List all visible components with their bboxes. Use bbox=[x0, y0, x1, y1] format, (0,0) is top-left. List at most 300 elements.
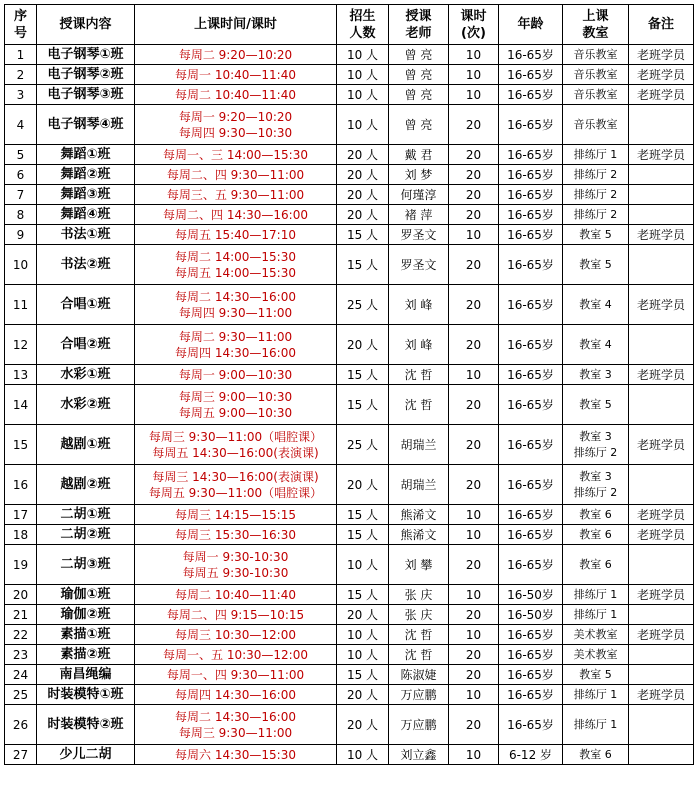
cell-time bbox=[135, 245, 337, 285]
cell-no: 7 bbox=[5, 185, 37, 205]
cell-age: 6-12 岁 bbox=[499, 745, 563, 765]
cell-age: 16-65岁 bbox=[499, 365, 563, 385]
cell-note bbox=[629, 105, 694, 145]
cell-course: 时装模特①班 bbox=[37, 685, 135, 705]
table-row bbox=[5, 285, 694, 325]
cell-no: 13 bbox=[5, 365, 37, 385]
cell-room bbox=[563, 385, 629, 425]
cell-no: 27 bbox=[5, 745, 37, 765]
cell-course: 舞蹈①班 bbox=[37, 145, 135, 165]
table-row bbox=[5, 665, 694, 685]
cell-room-line: 美术教室 bbox=[573, 647, 618, 661]
cell-time-line: 每周二 9:30—11:00 bbox=[178, 329, 293, 344]
cell-teacher: 万应鹏 bbox=[389, 705, 449, 745]
cell-room bbox=[563, 745, 629, 765]
cell-time-line: 每周二、四 9:15—10:15 bbox=[166, 607, 305, 622]
cell-room bbox=[563, 425, 629, 465]
table-row bbox=[5, 545, 694, 585]
cell-course: 电子钢琴④班 bbox=[37, 105, 135, 145]
cell-time-line: 每周三 9:30—11:00（唱腔课） bbox=[148, 429, 323, 444]
cell-note: 老班学员 bbox=[629, 285, 694, 325]
cell-time-line: 每周一 9:30-10:30 bbox=[182, 549, 289, 564]
cell-teacher: 刘 峰 bbox=[389, 325, 449, 365]
cell-time-line: 每周二 14:30—16:00 bbox=[175, 289, 296, 304]
cell-age: 16-65岁 bbox=[499, 145, 563, 165]
cell-age: 16-65岁 bbox=[499, 185, 563, 205]
cell-lessons: 10 bbox=[449, 505, 499, 525]
cell-age: 16-65岁 bbox=[499, 645, 563, 665]
cell-teacher: 熊浠文 bbox=[389, 525, 449, 545]
cell-no: 11 bbox=[5, 285, 37, 325]
cell-time bbox=[135, 365, 337, 385]
cell-teacher: 曾 亮 bbox=[389, 65, 449, 85]
cell-time-line: 每周二 10:40—11:40 bbox=[175, 587, 296, 602]
cell-teacher: 刘立鑫 bbox=[389, 745, 449, 765]
cell-room-line: 排练厅 2 bbox=[573, 485, 618, 499]
cell-room bbox=[563, 585, 629, 605]
cell-time bbox=[135, 65, 337, 85]
header-teacher: 授课 老师 bbox=[389, 5, 449, 45]
cell-course: 电子钢琴①班 bbox=[37, 45, 135, 65]
cell-age: 16-65岁 bbox=[499, 425, 563, 465]
cell-enroll: 10 人 bbox=[337, 645, 389, 665]
header-time: 上课时间/课时 bbox=[135, 5, 337, 45]
cell-note bbox=[629, 205, 694, 225]
cell-age: 16-65岁 bbox=[499, 685, 563, 705]
cell-note bbox=[629, 465, 694, 505]
cell-note bbox=[629, 325, 694, 365]
cell-room-line: 教室 6 bbox=[579, 507, 612, 521]
cell-time-line: 每周二 14:00—15:30 bbox=[175, 249, 296, 264]
cell-no: 5 bbox=[5, 145, 37, 165]
table-row bbox=[5, 585, 694, 605]
cell-lessons: 20 bbox=[449, 705, 499, 745]
cell-lessons: 20 bbox=[449, 605, 499, 625]
header-no: 序 号 bbox=[5, 5, 37, 45]
table-row bbox=[5, 85, 694, 105]
cell-note: 老班学员 bbox=[629, 45, 694, 65]
cell-time bbox=[135, 225, 337, 245]
cell-note: 老班学员 bbox=[629, 365, 694, 385]
cell-no: 6 bbox=[5, 165, 37, 185]
cell-lessons: 10 bbox=[449, 625, 499, 645]
cell-time bbox=[135, 45, 337, 65]
cell-room bbox=[563, 205, 629, 225]
cell-note: 老班学员 bbox=[629, 685, 694, 705]
cell-teacher: 沈 哲 bbox=[389, 365, 449, 385]
cell-enroll: 20 人 bbox=[337, 325, 389, 365]
header-course: 授课内容 bbox=[37, 5, 135, 45]
cell-age: 16-65岁 bbox=[499, 465, 563, 505]
cell-lessons: 10 bbox=[449, 685, 499, 705]
cell-note bbox=[629, 245, 694, 285]
cell-course: 舞蹈②班 bbox=[37, 165, 135, 185]
cell-enroll: 10 人 bbox=[337, 65, 389, 85]
cell-room bbox=[563, 665, 629, 685]
cell-time-line: 每周一 9:20—10:20 bbox=[178, 109, 293, 124]
cell-age: 16-65岁 bbox=[499, 85, 563, 105]
cell-note bbox=[629, 185, 694, 205]
cell-room bbox=[563, 685, 629, 705]
cell-lessons: 20 bbox=[449, 285, 499, 325]
cell-age: 16-65岁 bbox=[499, 525, 563, 545]
cell-room bbox=[563, 325, 629, 365]
cell-time bbox=[135, 745, 337, 765]
cell-course: 素描①班 bbox=[37, 625, 135, 645]
table-row bbox=[5, 365, 694, 385]
cell-room bbox=[563, 605, 629, 625]
cell-time bbox=[135, 145, 337, 165]
cell-age: 16-65岁 bbox=[499, 505, 563, 525]
cell-no: 25 bbox=[5, 685, 37, 705]
cell-course: 合唱①班 bbox=[37, 285, 135, 325]
cell-lessons: 20 bbox=[449, 245, 499, 285]
cell-lessons: 20 bbox=[449, 465, 499, 505]
cell-time-line: 每周一 10:40—11:40 bbox=[175, 67, 296, 82]
cell-room bbox=[563, 625, 629, 645]
cell-enroll: 10 人 bbox=[337, 545, 389, 585]
cell-time-line: 每周五 9:30-10:30 bbox=[182, 565, 289, 580]
cell-enroll: 10 人 bbox=[337, 105, 389, 145]
cell-room bbox=[563, 465, 629, 505]
cell-room-line: 教室 5 bbox=[579, 397, 612, 411]
cell-no: 10 bbox=[5, 245, 37, 285]
cell-time-line: 每周四 9:30—11:00 bbox=[178, 305, 293, 320]
cell-enroll: 15 人 bbox=[337, 665, 389, 685]
cell-note: 老班学员 bbox=[629, 625, 694, 645]
cell-lessons: 20 bbox=[449, 665, 499, 685]
cell-time-line: 每周三 14:15—15:15 bbox=[175, 507, 296, 522]
cell-lessons: 20 bbox=[449, 325, 499, 365]
cell-teacher: 张 庆 bbox=[389, 585, 449, 605]
cell-no: 8 bbox=[5, 205, 37, 225]
cell-no: 18 bbox=[5, 525, 37, 545]
cell-time-line: 每周一、三 14:00—15:30 bbox=[163, 147, 308, 162]
table-row bbox=[5, 625, 694, 645]
table-row bbox=[5, 325, 694, 365]
cell-time-line: 每周三 9:30—11:00 bbox=[178, 725, 293, 740]
cell-lessons: 10 bbox=[449, 525, 499, 545]
cell-age: 16-65岁 bbox=[499, 165, 563, 185]
cell-teacher: 刘 峰 bbox=[389, 285, 449, 325]
cell-time bbox=[135, 505, 337, 525]
cell-teacher: 陈淑婕 bbox=[389, 665, 449, 685]
cell-no: 23 bbox=[5, 645, 37, 665]
cell-lessons: 20 bbox=[449, 145, 499, 165]
cell-room-line: 教室 3 bbox=[579, 469, 612, 483]
table-body bbox=[5, 45, 694, 765]
cell-time-line: 每周一 9:00—10:30 bbox=[178, 367, 293, 382]
cell-no: 16 bbox=[5, 465, 37, 505]
cell-time-line: 每周三 10:30—12:00 bbox=[175, 627, 296, 642]
cell-time bbox=[135, 545, 337, 585]
cell-enroll: 20 人 bbox=[337, 465, 389, 505]
cell-time-line: 每周二 10:40—11:40 bbox=[175, 87, 296, 102]
cell-lessons: 10 bbox=[449, 745, 499, 765]
cell-time-line: 每周五 9:00—10:30 bbox=[178, 405, 293, 420]
cell-enroll: 10 人 bbox=[337, 45, 389, 65]
cell-note: 老班学员 bbox=[629, 505, 694, 525]
cell-time bbox=[135, 165, 337, 185]
cell-teacher: 褚 萍 bbox=[389, 205, 449, 225]
cell-course: 书法①班 bbox=[37, 225, 135, 245]
table-row bbox=[5, 105, 694, 145]
cell-time-line: 每周五 14:30—16:00(表演课) bbox=[152, 445, 319, 460]
cell-room bbox=[563, 85, 629, 105]
cell-time-line: 每周三 15:30—16:30 bbox=[175, 527, 296, 542]
cell-teacher: 曾 亮 bbox=[389, 45, 449, 65]
cell-time-line: 每周三 9:00—10:30 bbox=[178, 389, 293, 404]
cell-time-line: 每周五 15:40—17:10 bbox=[175, 227, 296, 242]
table-row bbox=[5, 205, 694, 225]
table-row bbox=[5, 525, 694, 545]
cell-no: 24 bbox=[5, 665, 37, 685]
cell-note bbox=[629, 745, 694, 765]
cell-teacher: 曾 亮 bbox=[389, 85, 449, 105]
cell-enroll: 20 人 bbox=[337, 605, 389, 625]
cell-time-line: 每周二 14:30—16:00 bbox=[175, 709, 296, 724]
cell-time bbox=[135, 85, 337, 105]
cell-lessons: 20 bbox=[449, 165, 499, 185]
cell-age: 16-65岁 bbox=[499, 625, 563, 645]
cell-course: 时装模特②班 bbox=[37, 705, 135, 745]
cell-age: 16-65岁 bbox=[499, 385, 563, 425]
cell-room-line: 教室 4 bbox=[579, 337, 612, 351]
cell-no: 21 bbox=[5, 605, 37, 625]
cell-enroll: 15 人 bbox=[337, 585, 389, 605]
cell-enroll: 15 人 bbox=[337, 385, 389, 425]
cell-no: 17 bbox=[5, 505, 37, 525]
cell-note bbox=[629, 165, 694, 185]
cell-note: 老班学员 bbox=[629, 225, 694, 245]
cell-room-line: 排练厅 1 bbox=[573, 607, 618, 621]
cell-lessons: 20 bbox=[449, 185, 499, 205]
cell-room bbox=[563, 225, 629, 245]
cell-note: 老班学员 bbox=[629, 425, 694, 465]
cell-age: 16-65岁 bbox=[499, 665, 563, 685]
table-row bbox=[5, 505, 694, 525]
cell-age: 16-50岁 bbox=[499, 605, 563, 625]
table-row bbox=[5, 645, 694, 665]
cell-enroll: 15 人 bbox=[337, 525, 389, 545]
cell-lessons: 20 bbox=[449, 385, 499, 425]
cell-no: 4 bbox=[5, 105, 37, 145]
cell-time bbox=[135, 665, 337, 685]
cell-teacher: 沈 哲 bbox=[389, 645, 449, 665]
cell-lessons: 20 bbox=[449, 105, 499, 145]
cell-teacher: 罗圣文 bbox=[389, 245, 449, 285]
cell-teacher: 刘 攀 bbox=[389, 545, 449, 585]
cell-note: 老班学员 bbox=[629, 65, 694, 85]
cell-lessons: 10 bbox=[449, 585, 499, 605]
schedule-table bbox=[4, 4, 694, 765]
cell-enroll: 20 人 bbox=[337, 705, 389, 745]
table-row bbox=[5, 705, 694, 745]
cell-time bbox=[135, 605, 337, 625]
cell-course: 瑜伽①班 bbox=[37, 585, 135, 605]
cell-room-line: 音乐教室 bbox=[573, 67, 618, 81]
table-header bbox=[5, 5, 694, 45]
header-note: 备注 bbox=[629, 5, 694, 45]
cell-room-line: 排练厅 2 bbox=[573, 207, 618, 221]
table-row bbox=[5, 145, 694, 165]
cell-room-line: 教室 5 bbox=[579, 227, 612, 241]
cell-course: 舞蹈④班 bbox=[37, 205, 135, 225]
cell-no: 2 bbox=[5, 65, 37, 85]
cell-room bbox=[563, 145, 629, 165]
table-row bbox=[5, 165, 694, 185]
cell-age: 16-65岁 bbox=[499, 105, 563, 145]
cell-room-line: 教室 3 bbox=[579, 367, 612, 381]
cell-room-line: 排练厅 2 bbox=[573, 445, 618, 459]
cell-note bbox=[629, 705, 694, 745]
cell-no: 9 bbox=[5, 225, 37, 245]
cell-room bbox=[563, 245, 629, 285]
cell-room bbox=[563, 705, 629, 745]
cell-note bbox=[629, 605, 694, 625]
cell-note: 老班学员 bbox=[629, 145, 694, 165]
header-age: 年龄 bbox=[499, 5, 563, 45]
cell-teacher: 何瑾淳 bbox=[389, 185, 449, 205]
cell-course: 二胡①班 bbox=[37, 505, 135, 525]
table-row bbox=[5, 65, 694, 85]
cell-course: 素描②班 bbox=[37, 645, 135, 665]
cell-note bbox=[629, 645, 694, 665]
cell-note bbox=[629, 385, 694, 425]
cell-room-line: 美术教室 bbox=[573, 627, 618, 641]
cell-no: 19 bbox=[5, 545, 37, 585]
cell-time-line: 每周四 9:30—10:30 bbox=[178, 125, 293, 140]
table-row bbox=[5, 745, 694, 765]
cell-no: 3 bbox=[5, 85, 37, 105]
cell-enroll: 15 人 bbox=[337, 245, 389, 285]
cell-enroll: 15 人 bbox=[337, 225, 389, 245]
cell-no: 12 bbox=[5, 325, 37, 365]
cell-teacher: 沈 哲 bbox=[389, 385, 449, 425]
cell-room bbox=[563, 365, 629, 385]
cell-note: 老班学员 bbox=[629, 585, 694, 605]
cell-room bbox=[563, 285, 629, 325]
cell-lessons: 20 bbox=[449, 645, 499, 665]
table-row bbox=[5, 605, 694, 625]
cell-room-line: 音乐教室 bbox=[573, 47, 618, 61]
cell-time-line: 每周一、四 9:30—11:00 bbox=[166, 667, 305, 682]
cell-no: 1 bbox=[5, 45, 37, 65]
cell-room-line: 教室 4 bbox=[579, 297, 612, 311]
cell-time-line: 每周三 14:30—16:00(表演课) bbox=[152, 469, 319, 484]
cell-enroll: 25 人 bbox=[337, 285, 389, 325]
cell-teacher: 胡瑞兰 bbox=[389, 425, 449, 465]
cell-room-line: 排练厅 2 bbox=[573, 167, 618, 181]
cell-lessons: 10 bbox=[449, 45, 499, 65]
cell-teacher: 戴 君 bbox=[389, 145, 449, 165]
cell-room bbox=[563, 185, 629, 205]
cell-enroll: 10 人 bbox=[337, 745, 389, 765]
cell-room-line: 排练厅 1 bbox=[573, 687, 618, 701]
table-row bbox=[5, 185, 694, 205]
cell-enroll: 15 人 bbox=[337, 365, 389, 385]
cell-lessons: 10 bbox=[449, 225, 499, 245]
cell-age: 16-65岁 bbox=[499, 205, 563, 225]
cell-room-line: 教室 5 bbox=[579, 257, 612, 271]
cell-course: 电子钢琴②班 bbox=[37, 65, 135, 85]
cell-course: 少儿二胡 bbox=[37, 745, 135, 765]
cell-time bbox=[135, 285, 337, 325]
table-row bbox=[5, 385, 694, 425]
cell-lessons: 20 bbox=[449, 545, 499, 585]
cell-enroll: 20 人 bbox=[337, 205, 389, 225]
cell-time-line: 每周二、四 9:30—11:00 bbox=[166, 167, 305, 182]
cell-time-line: 每周二、四 14:30—16:00 bbox=[163, 207, 308, 222]
cell-time bbox=[135, 465, 337, 505]
cell-note bbox=[629, 545, 694, 585]
cell-enroll: 20 人 bbox=[337, 685, 389, 705]
cell-course: 合唱②班 bbox=[37, 325, 135, 365]
cell-note bbox=[629, 665, 694, 685]
cell-room-line: 教室 3 bbox=[579, 429, 612, 443]
cell-course: 南昌绳编 bbox=[37, 665, 135, 685]
cell-note: 老班学员 bbox=[629, 525, 694, 545]
cell-time bbox=[135, 645, 337, 665]
cell-teacher: 沈 哲 bbox=[389, 625, 449, 645]
cell-no: 14 bbox=[5, 385, 37, 425]
cell-room-line: 排练厅 1 bbox=[573, 587, 618, 601]
cell-course: 瑜伽②班 bbox=[37, 605, 135, 625]
cell-no: 22 bbox=[5, 625, 37, 645]
cell-time-line: 每周二 9:20—10:20 bbox=[178, 47, 293, 62]
cell-room-line: 音乐教室 bbox=[573, 87, 618, 101]
cell-room bbox=[563, 165, 629, 185]
table-row bbox=[5, 45, 694, 65]
cell-teacher: 万应鹏 bbox=[389, 685, 449, 705]
cell-age: 16-65岁 bbox=[499, 545, 563, 585]
cell-room bbox=[563, 105, 629, 145]
cell-enroll: 15 人 bbox=[337, 505, 389, 525]
cell-time bbox=[135, 525, 337, 545]
cell-no: 20 bbox=[5, 585, 37, 605]
cell-course: 水彩①班 bbox=[37, 365, 135, 385]
cell-enroll: 10 人 bbox=[337, 625, 389, 645]
cell-lessons: 10 bbox=[449, 365, 499, 385]
cell-room-line: 教室 5 bbox=[579, 667, 612, 681]
table-row bbox=[5, 685, 694, 705]
header-lessons: 课时 (次) bbox=[449, 5, 499, 45]
cell-enroll: 10 人 bbox=[337, 85, 389, 105]
cell-course: 二胡③班 bbox=[37, 545, 135, 585]
cell-time-line: 每周一、五 10:30—12:00 bbox=[163, 647, 308, 662]
cell-time bbox=[135, 105, 337, 145]
cell-room bbox=[563, 525, 629, 545]
cell-room bbox=[563, 545, 629, 585]
cell-course: 电子钢琴③班 bbox=[37, 85, 135, 105]
cell-age: 16-50岁 bbox=[499, 585, 563, 605]
table-row bbox=[5, 245, 694, 285]
cell-teacher: 胡瑞兰 bbox=[389, 465, 449, 505]
header-enroll: 招生 人数 bbox=[337, 5, 389, 45]
cell-time-line: 每周三、五 9:30—11:00 bbox=[166, 187, 305, 202]
cell-course: 二胡②班 bbox=[37, 525, 135, 545]
cell-time bbox=[135, 585, 337, 605]
cell-age: 16-65岁 bbox=[499, 245, 563, 285]
cell-time bbox=[135, 685, 337, 705]
cell-course: 越剧①班 bbox=[37, 425, 135, 465]
cell-room bbox=[563, 505, 629, 525]
table-row bbox=[5, 465, 694, 505]
cell-age: 16-65岁 bbox=[499, 225, 563, 245]
cell-age: 16-65岁 bbox=[499, 45, 563, 65]
cell-time bbox=[135, 205, 337, 225]
cell-teacher: 曾 亮 bbox=[389, 105, 449, 145]
